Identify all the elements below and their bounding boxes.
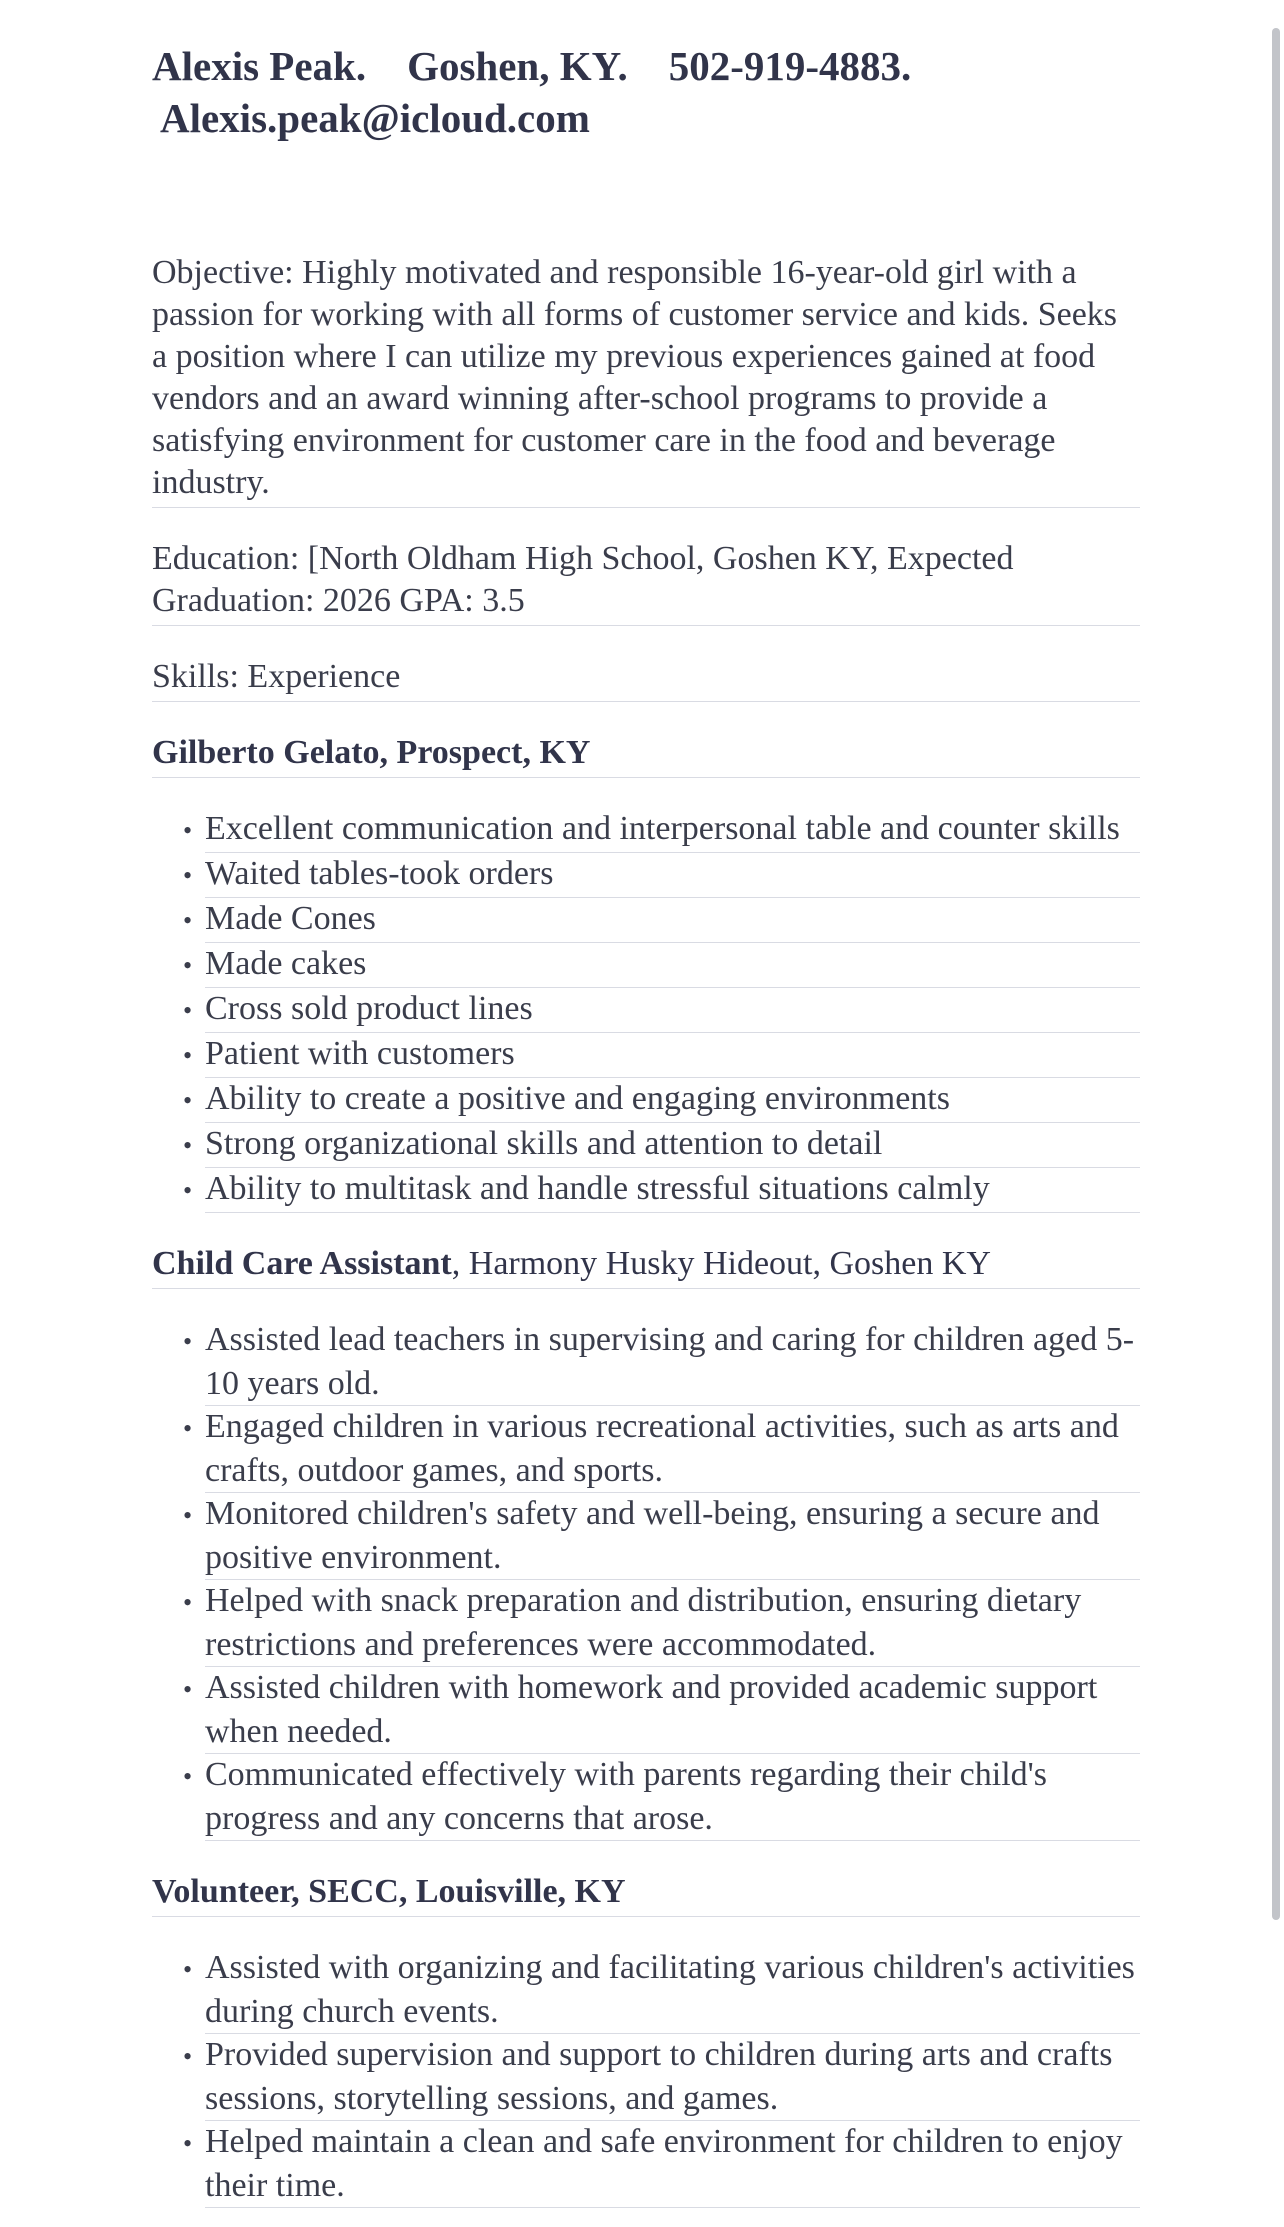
list-item: • Strong organizational skills and attention to detail [152,1123,1140,1168]
job-title-bold: Gilberto Gelato, Prospect, KY [152,734,591,771]
bullet-icon: • [183,1414,193,1443]
list-item: • Made Cones [152,898,1140,943]
bullet-icon: • [183,1131,193,1160]
contact-line-1: Alexis Peak. Goshen, KY. 502-919-4883. [152,43,912,89]
education-paragraph: Education: [North Oldham High School, Goshen KY, Expected Graduation: 2026 GPA: 3.5 [152,538,1140,626]
list-item: • Waited tables-took orders [152,853,1140,898]
bullet-icon: • [183,1327,193,1356]
job-bullet-list [152,1947,1140,2208]
scrollbar-thumb[interactable] [1272,28,1280,1920]
bullet-icon: • [183,861,193,890]
list-item: • Patient with customers [152,1033,1140,1078]
contact-line-2: Alexis.peak@icloud.com [152,95,590,141]
job-heading-child-care-assistant [152,1243,1140,1289]
bullet-icon: • [183,951,193,980]
bullet-icon: • [183,906,193,935]
bullet-icon: • [183,1041,193,1070]
job-title-rest: , Harmony Husky Hideout, Goshen KY [451,1245,991,1282]
list-item: • Made cakes [152,943,1140,988]
job-title-bold: Child Care Assistant [152,1245,452,1282]
job-bullet-list [152,808,1140,1213]
vertical-scrollbar[interactable] [1270,0,1284,2227]
list-item: • Provided supervision and support to children during arts and crafts sessions, storytelling sessions, and games. [152,2034,1140,2121]
list-item: • Engaged children in various recreational activities, such as arts and crafts, outdoor games, and sports. [152,1406,1140,1493]
bullet-icon: • [183,1501,193,1530]
list-item: • Communicated effectively with parents regarding their child's progress and any concerns that arose. [152,1754,1140,1841]
bullet-icon: • [183,2042,193,2071]
bullet-icon: • [183,1955,193,1984]
list-item: • Cross sold product lines [152,988,1140,1033]
bullet-icon: • [183,1762,193,1791]
list-item: • Monitored children's safety and well-being, ensuring a secure and positive environment. [152,1493,1140,1580]
job-heading-gilberto-gelato [152,732,1140,778]
bullet-icon: • [183,1086,193,1115]
resume-document [152,40,1140,2208]
skills-paragraph: Skills: Experience [152,656,1140,702]
job-title-bold: Volunteer, SECC, Louisville, KY [152,1873,626,1910]
bullet-icon: • [183,996,193,1025]
job-heading-volunteer-secc [152,1871,1140,1917]
bullet-icon: • [183,816,193,845]
list-item: • Ability to multitask and handle stressful situations calmly [152,1168,1140,1213]
list-item: • Helped maintain a clean and safe environment for children to enjoy their time. [152,2121,1140,2208]
bullet-icon: • [183,1675,193,1704]
list-item: • Excellent communication and interpersonal table and counter skills [152,808,1140,853]
bullet-icon: • [183,1176,193,1205]
bullet-icon: • [183,2129,193,2158]
list-item: • Ability to create a positive and engaging environments [152,1078,1140,1123]
list-item: • Assisted with organizing and facilitating various children's activities during church events. [152,1947,1140,2034]
list-item: • Helped with snack preparation and distribution, ensuring dietary restrictions and preferences were accommodated. [152,1580,1140,1667]
list-item: • Assisted lead teachers in supervising and caring for children aged 5-10 years old. [152,1319,1140,1406]
objective-paragraph: Objective: Highly motivated and responsible 16-year-old girl with a passion for working with all forms of customer service and kids. Seeks a position where I can utilize my previous experiences gained at food vendors and an award winning after-school programs to provide a satisfying environment for customer care in the food and beverage industry. [152,252,1140,508]
list-item: • Assisted children with homework and provided academic support when needed. [152,1667,1140,1754]
job-bullet-list [152,1319,1140,1841]
bullet-icon: • [183,1588,193,1617]
